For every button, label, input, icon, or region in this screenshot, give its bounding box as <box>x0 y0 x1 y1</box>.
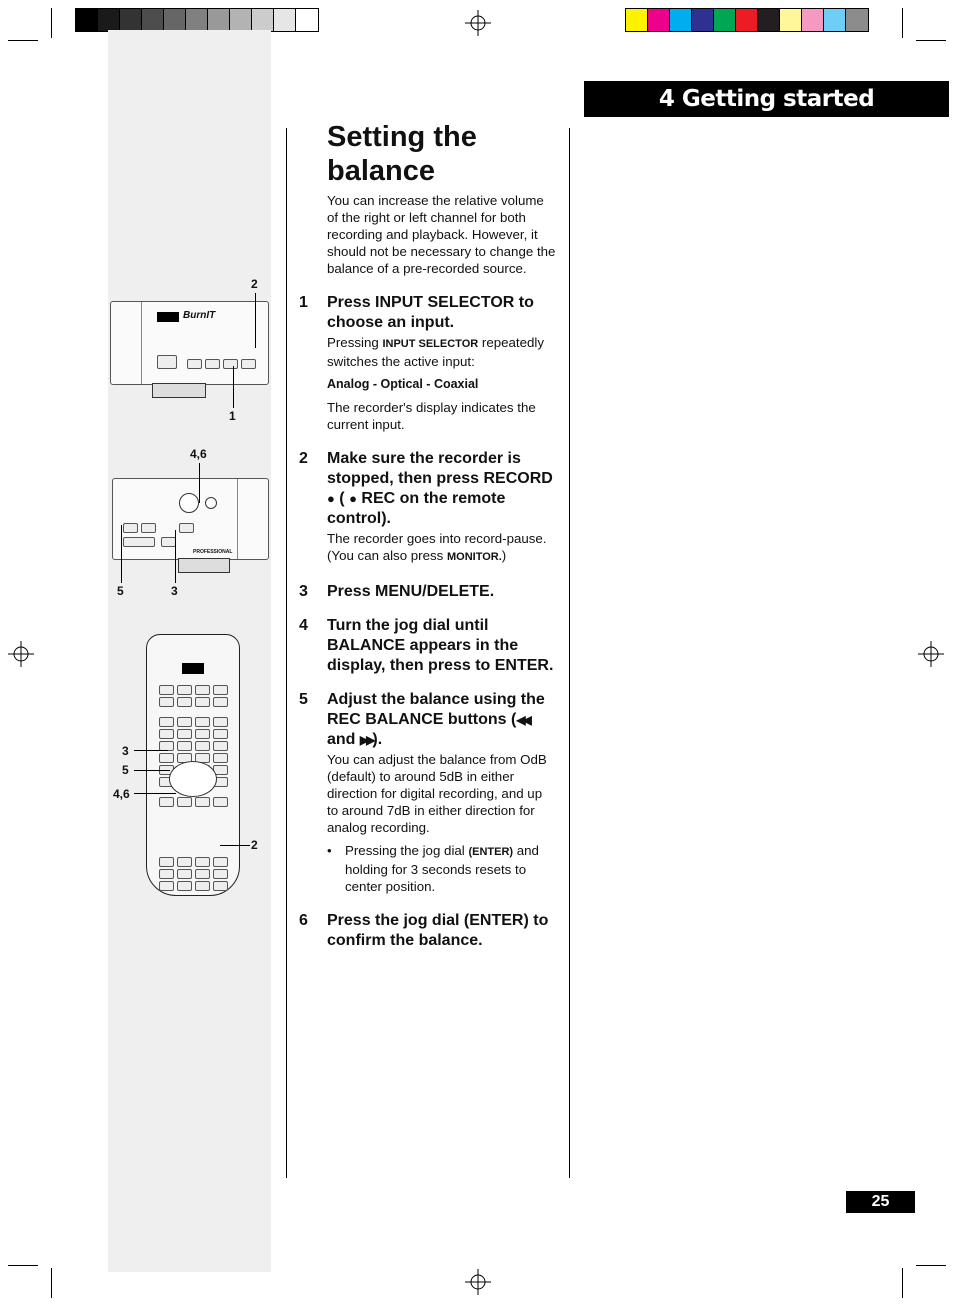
registration-mark-icon <box>465 1269 491 1295</box>
color-swatch <box>164 9 186 31</box>
remote-button <box>213 881 228 891</box>
color-swatch <box>186 9 208 31</box>
step-heading <box>327 690 556 750</box>
step-4 <box>298 616 556 676</box>
remote-button <box>213 869 228 879</box>
color-swatch <box>802 9 824 31</box>
step-heading <box>327 449 556 529</box>
grayscale-bar <box>75 8 319 32</box>
remote-button <box>177 717 192 727</box>
color-swatch <box>780 9 802 31</box>
step-1 <box>298 293 556 433</box>
article <box>298 120 556 951</box>
panel-button <box>241 359 256 369</box>
color-swatch <box>692 9 714 31</box>
level-knob-icon <box>205 497 217 509</box>
chapter-heading: 4 Getting started <box>584 81 949 117</box>
crop-mark <box>51 8 52 38</box>
fast-forward-icon: ▶▶ <box>359 733 373 747</box>
color-swatch <box>296 9 318 31</box>
step-number: 1 <box>299 294 308 311</box>
body-text: You can adjust the balance from OdB (default) to around 5dB in either direction for digital recording, and up to around 7dB in either direction for analog recording. <box>327 752 547 835</box>
crop-mark <box>8 1265 38 1266</box>
body-text: ) <box>501 548 507 563</box>
input-selector-button <box>157 355 177 369</box>
play-button <box>123 537 155 547</box>
navigation-pad-icon <box>169 761 217 797</box>
brand-name: BurnIT <box>183 310 216 321</box>
registration-mark-icon <box>918 641 944 667</box>
remote-button <box>159 717 174 727</box>
remote-button <box>213 741 228 751</box>
color-swatch <box>274 9 296 31</box>
remote-button <box>159 797 174 807</box>
step-number: 6 <box>299 912 308 929</box>
callout-label: 3 <box>171 584 178 598</box>
step-body <box>327 751 556 895</box>
registration-mark-icon <box>8 641 34 667</box>
step-5 <box>298 690 556 895</box>
remote-button <box>195 741 210 751</box>
remote-button <box>159 697 174 707</box>
callout-label: 4,6 <box>113 787 130 801</box>
remote-button <box>159 857 174 867</box>
step-number: 5 <box>299 691 308 708</box>
color-swatch <box>252 9 274 31</box>
record-dot-icon: ● <box>349 491 357 506</box>
remote-button <box>159 881 174 891</box>
intro-paragraph: You can increase the relative volume of the right or left channel for both recording and playback. However, it should not be necessary to change the balance of a pre-recorded source. <box>327 193 556 276</box>
remote-button <box>213 797 228 807</box>
callout-label: 2 <box>251 838 258 852</box>
remote-button <box>195 869 210 879</box>
step-number: 4 <box>299 617 308 634</box>
input-list: Analog - Optical - Coaxial <box>327 377 479 391</box>
crop-mark <box>51 1268 52 1298</box>
color-swatch <box>230 9 252 31</box>
heading-text: and <box>327 731 360 748</box>
crop-mark <box>902 1268 903 1298</box>
color-swatch <box>824 9 846 31</box>
color-swatch <box>758 9 780 31</box>
step-heading: Press INPUT SELECTOR to choose an input. <box>327 294 534 331</box>
color-swatch <box>98 9 120 31</box>
callout-label: 4,6 <box>190 447 207 461</box>
recorder-front-panel <box>110 301 269 385</box>
remote-button <box>213 717 228 727</box>
remote-button <box>213 857 228 867</box>
remote-button <box>159 753 174 763</box>
remote-button <box>195 797 210 807</box>
remote-button <box>195 857 210 867</box>
remote-button <box>195 697 210 707</box>
callout-label: 1 <box>229 409 236 423</box>
panel-button <box>205 359 220 369</box>
remote-button <box>177 857 192 867</box>
disc-tray <box>152 383 206 398</box>
step-2 <box>298 449 556 566</box>
callout-label: 5 <box>122 763 129 777</box>
record-dot-icon: ● <box>327 491 335 506</box>
remote-button <box>195 729 210 739</box>
callout-label: 3 <box>122 744 129 758</box>
color-swatch <box>670 9 692 31</box>
body-text: Pressing the jog dial <box>345 843 469 858</box>
remote-button <box>177 741 192 751</box>
color-swatch <box>626 9 648 31</box>
remote-button <box>159 869 174 879</box>
recorder-right-panel <box>112 478 269 560</box>
crop-mark <box>916 40 946 41</box>
heading-text: ( <box>334 490 350 507</box>
column-rule <box>569 128 570 1178</box>
remote-control <box>146 634 240 896</box>
menu-delete-button <box>179 523 194 533</box>
crop-mark <box>8 40 38 41</box>
step-number: 3 <box>299 583 308 600</box>
color-swatch <box>142 9 164 31</box>
color-bar <box>625 8 869 32</box>
remote-button <box>195 685 210 695</box>
rewind-icon: ◀◀ <box>516 713 529 727</box>
keyword: MONITOR. <box>447 551 502 563</box>
heading-text: Make sure the recorder is stopped, then press RECORD <box>327 450 553 487</box>
body-text: and holding for 3 seconds resets to center position. <box>345 843 539 894</box>
registration-mark-icon <box>465 10 491 36</box>
remote-button <box>213 685 228 695</box>
color-swatch <box>736 9 758 31</box>
panel-label: PROFESSIONAL <box>193 549 233 555</box>
remote-button <box>177 729 192 739</box>
body-text: The recorder's display indicates the current input. <box>327 400 536 432</box>
step-6 <box>298 911 556 951</box>
step-heading: Press MENU/DELETE. <box>327 583 495 600</box>
callout-label: 2 <box>251 277 258 291</box>
heading-text: Adjust the balance using the REC BALANCE buttons ( <box>327 691 545 728</box>
remote-button <box>213 729 228 739</box>
color-swatch <box>208 9 230 31</box>
remote-button <box>177 797 192 807</box>
page-number: 25 <box>846 1191 915 1213</box>
crop-mark <box>916 1265 946 1266</box>
color-swatch <box>846 9 868 31</box>
step-body <box>327 334 556 433</box>
body-text: Pressing <box>327 335 383 350</box>
heading-text: ). <box>372 731 383 748</box>
page-title: Setting the balance <box>327 121 477 187</box>
callout-label: 5 <box>117 584 124 598</box>
remote-button <box>159 729 174 739</box>
crop-mark <box>902 8 903 38</box>
remote-button <box>195 881 210 891</box>
rec-balance-rew-button <box>123 523 138 533</box>
body-text: The recorder goes into record-pause. (You can also press <box>327 531 547 563</box>
remote-button <box>213 753 228 763</box>
panel-button <box>187 359 202 369</box>
color-swatch <box>76 9 98 31</box>
color-swatch <box>120 9 142 31</box>
bullet-item <box>327 842 556 895</box>
step-body <box>327 530 556 566</box>
jog-dial-icon <box>179 493 199 513</box>
keyword: INPUT SELECTOR <box>382 338 479 350</box>
color-swatch <box>714 9 736 31</box>
brand-logo <box>157 312 179 322</box>
remote-button <box>159 685 174 695</box>
remote-button <box>177 685 192 695</box>
rec-balance-ff-button <box>141 523 156 533</box>
remote-button <box>177 881 192 891</box>
step-heading: Turn the jog dial until BALANCE appears in the display, then press to ENTER. <box>327 617 554 674</box>
keyword: (ENTER) <box>468 846 514 858</box>
remote-button <box>177 697 192 707</box>
step-heading: Press the jog dial (ENTER) to confirm the balance. <box>327 912 549 949</box>
brand-logo <box>182 663 204 674</box>
step-number: 2 <box>299 450 308 467</box>
remote-button <box>213 697 228 707</box>
body-text: repeatedly switches the active input: <box>327 335 544 369</box>
color-swatch <box>648 9 670 31</box>
panel-button <box>223 359 238 369</box>
remote-button <box>177 869 192 879</box>
column-rule <box>286 128 287 1178</box>
step-3 <box>298 582 556 602</box>
stop-button <box>161 537 176 547</box>
disc-tray <box>178 558 230 573</box>
heading-text: REC on the remote control). <box>327 490 506 527</box>
remote-button <box>195 717 210 727</box>
